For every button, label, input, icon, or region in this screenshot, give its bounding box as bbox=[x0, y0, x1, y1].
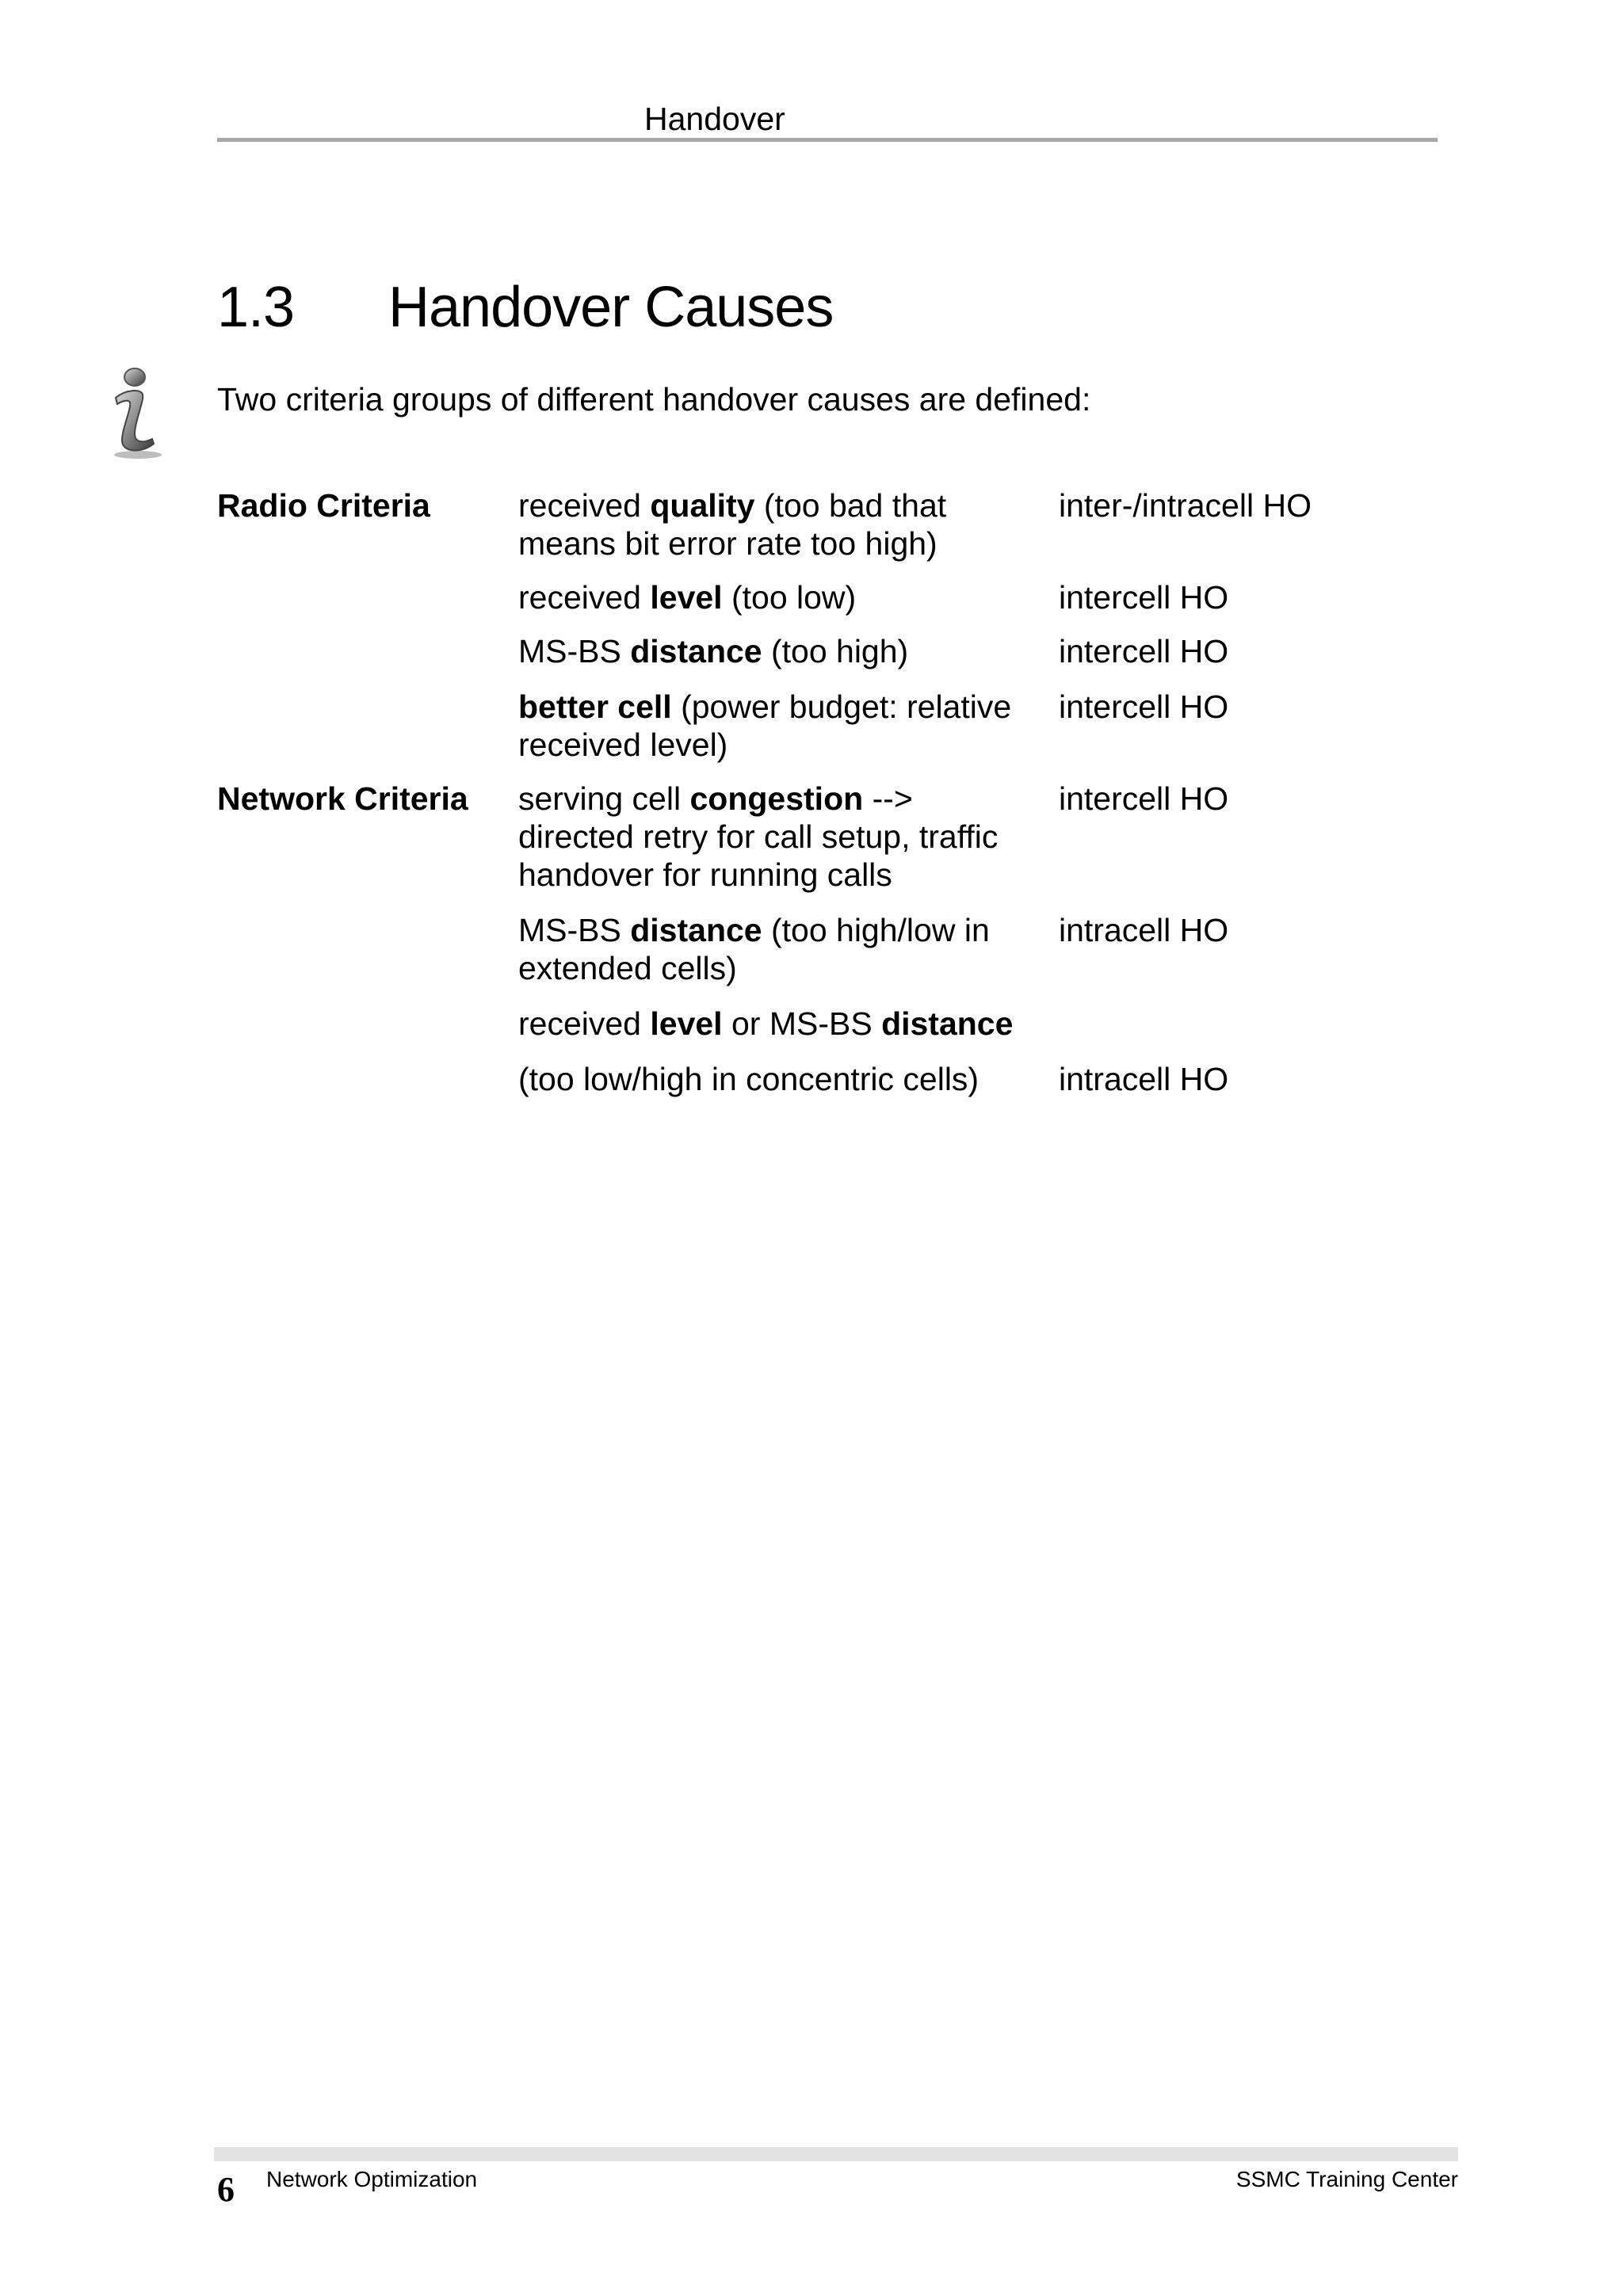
handover-type: intercell HO bbox=[1059, 579, 1229, 616]
header-rule bbox=[217, 138, 1438, 142]
description-text: received level) bbox=[518, 727, 728, 763]
description-text: received bbox=[518, 579, 651, 616]
footer-organization: SSMC Training Center bbox=[1235, 2167, 1458, 2191]
criteria-description bbox=[518, 486, 1041, 563]
description-keyword: distance bbox=[630, 912, 762, 948]
description-text: (too high/low in bbox=[762, 912, 990, 948]
handover-type: intercell HO bbox=[1059, 780, 1229, 817]
description-keyword: congestion bbox=[689, 780, 864, 817]
handover-type: inter-/intracell HO bbox=[1059, 487, 1312, 524]
description-text: MS-BS bbox=[518, 633, 631, 669]
footer-document-title: Network Optimization bbox=[266, 2167, 478, 2191]
criteria-description bbox=[518, 911, 1041, 987]
criteria-description bbox=[518, 578, 1041, 616]
description-line bbox=[518, 1060, 1041, 1098]
description-line bbox=[518, 911, 1041, 949]
criteria-description bbox=[518, 688, 1041, 764]
description-line bbox=[518, 949, 1041, 987]
handover-type: intracell HO bbox=[1059, 1061, 1229, 1097]
description-keyword: level bbox=[650, 1005, 723, 1042]
description-line bbox=[518, 688, 1041, 726]
description-text: (too high) bbox=[762, 633, 909, 669]
handover-type: intracell HO bbox=[1059, 912, 1229, 948]
description-keyword: distance bbox=[630, 633, 762, 669]
description-text: handover for running calls bbox=[518, 856, 892, 893]
handover-type: intercell HO bbox=[1059, 633, 1229, 669]
description-line bbox=[518, 856, 1041, 894]
intro-text: Two criteria groups of different handover causes are defined: bbox=[217, 381, 1091, 418]
running-header-title: Handover bbox=[644, 101, 785, 137]
criteria-description bbox=[518, 1005, 1041, 1043]
info-icon bbox=[108, 366, 165, 460]
section-title: Handover Causes bbox=[388, 276, 834, 339]
description-line bbox=[518, 632, 1041, 670]
description-line bbox=[518, 818, 1041, 856]
description-text: --> bbox=[863, 780, 913, 817]
section-number: 1.3 bbox=[217, 276, 295, 339]
description-text: received bbox=[518, 1005, 651, 1042]
description-text: (too low/high in concentric cells) bbox=[518, 1061, 980, 1097]
description-line bbox=[518, 578, 1041, 616]
handover-type: intercell HO bbox=[1059, 688, 1229, 725]
criteria-description bbox=[518, 632, 1041, 670]
description-text: (too bad that bbox=[754, 487, 947, 524]
description-keyword: level bbox=[650, 579, 723, 616]
description-text: received bbox=[518, 487, 651, 524]
criteria-category: Network Criteria bbox=[217, 780, 468, 817]
footer-bar bbox=[214, 2147, 1458, 2161]
description-keyword: quality bbox=[650, 487, 755, 524]
description-line bbox=[518, 486, 1041, 524]
description-text: extended cells) bbox=[518, 950, 737, 986]
criteria-description bbox=[518, 780, 1041, 894]
description-line bbox=[518, 1005, 1041, 1043]
description-line bbox=[518, 726, 1041, 764]
description-text: or MS-BS bbox=[722, 1005, 882, 1042]
description-keyword: better cell bbox=[518, 688, 672, 725]
description-keyword: distance bbox=[881, 1005, 1014, 1042]
description-text: serving cell bbox=[518, 780, 690, 817]
criteria-description bbox=[518, 1060, 1041, 1098]
description-text: directed retry for call setup, traffic bbox=[518, 818, 999, 855]
description-text: (too low) bbox=[722, 579, 857, 616]
description-line bbox=[518, 524, 1041, 563]
description-text: means bit error rate too high) bbox=[518, 525, 938, 562]
description-text: MS-BS bbox=[518, 912, 631, 948]
description-line bbox=[518, 780, 1041, 818]
criteria-category: Radio Criteria bbox=[217, 487, 430, 524]
page-number: 6 bbox=[217, 2170, 235, 2209]
description-text: (power budget: relative bbox=[671, 688, 1012, 725]
